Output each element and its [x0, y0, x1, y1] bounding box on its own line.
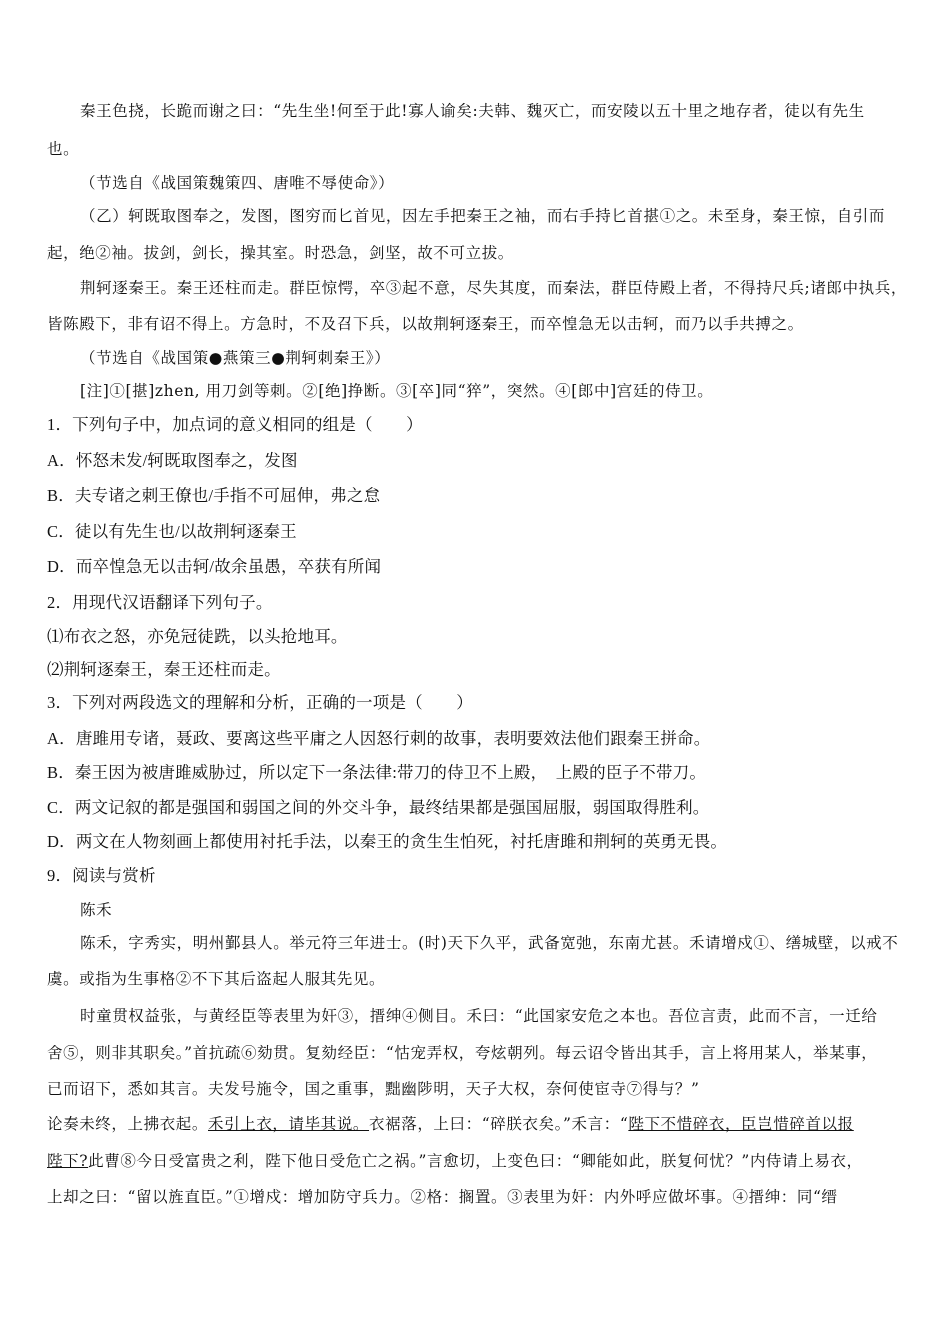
q9-p3-line-2 [47, 1150, 907, 1172]
q2-sentence-1: ⑴布衣之怒，亦免冠徒跣，以头抢地耳。 [47, 627, 348, 646]
q9-p1-line-1: 陈禾，字秀实，明州鄞县人。举元符三年进士。(时)天下久平，武备宽弛，东南尤甚。禾请增戍①、缮城壁，以戒不 [80, 934, 899, 952]
q2-stem: 2．用现代汉语翻译下列句子。 [47, 593, 273, 612]
jia-source: （节选自《战国策魏策四、唐唯不辱使命》） [80, 174, 395, 192]
yi-notes: [注]①[揕]zhen, 用刀剑等刺。②[绝]挣断。③[卒]同“猝”，突然。④[郎中]宫廷的侍卫。 [80, 382, 714, 400]
q9-p2-line-1: 时童贯权益张，与黄经臣等表里为奸③，搢绅④侧目。禾曰：“此国家安危之本也。吾位言责，此而不言，一迁给 [80, 1007, 878, 1025]
q9-p3-line-3: 上却之曰：“留以旌直臣。”①增戍：增加防守兵力。②格：搁置。③表里为奸：内外呼应做坏事。④搢绅：同“缙 [47, 1188, 838, 1206]
yi-source: （节选自《战国策●燕策三●荆轲刺秦王》） [80, 349, 391, 367]
q1-stem: 1．下列句子中，加点词的意义相同的组是（ ） [47, 415, 423, 434]
q9-underlined-sentence-2: 陛下不惜碎衣，臣岂惜碎首以报 [628, 1115, 854, 1133]
q1-option-c: C．徒以有先生也/以故荆轲逐秦王 [47, 522, 297, 541]
q3-option-a: A．唐雎用专诸，聂政、要离这些平庸之人因怒行刺的故事，表明要效法他们跟秦王拼命。 [47, 729, 711, 748]
q9-p1-line-2: 虞。或指为生事格②不下其后盗起人服其先见。 [47, 970, 386, 988]
q9-underlined-sentence-1: 禾引上衣，请毕其说。 [208, 1115, 370, 1133]
q1-option-a: A．怀怒未发/轲既取图奉之，发图 [47, 451, 298, 470]
jia-line-1: 秦王色挠，长跪而谢之曰：“先生坐!何至于此!寡人谕矣:夫韩、魏灭亡，而安陵以五十里之地存者，徒以有先生 [80, 102, 865, 120]
q2-sentence-2: ⑵荆轲逐秦王，秦王还柱而走。 [47, 660, 281, 679]
yi-p2-line-1: 荆轲逐秦王。秦王还柱而走。群臣惊愕，卒③起不意，尽失其度，而秦法，群臣侍殿上者，不得持尺兵;诸郎中执兵， [80, 279, 907, 297]
q9-p2-line-2: 舍⑤，则非其职矣。”首抗疏⑥劾贯。复劾经臣：“怙宠弄权，夸炫朝列。每云诏令皆出其手，言上将用某人，举某事， [47, 1044, 878, 1062]
q9-heading: 9．阅读与赏析 [47, 866, 156, 885]
q9-p3-line-1 [47, 1113, 907, 1135]
yi-p1-line-2: 起，绝②袖。拔剑，剑长，操其室。时恐急，剑坚，故不可立拔。 [47, 244, 514, 262]
yi-p1-line-1: （乙）轲既取图奉之，发图，图穷而匕首见，因左手把秦王之袖，而右手持匕首揕①之。未至身，秦王惊，自引而 [80, 207, 886, 225]
q3-stem: 3．下列对两段选文的理解和分析，正确的一项是（ ） [47, 693, 473, 712]
q1-option-d: D．而卒惶急无以击轲/故余虽愚，卒获有所闻 [47, 557, 382, 576]
q9-p3-text-c: 此曹⑧今日受富贵之利，陛下他日受危亡之祸。”言愈切，上变色曰：“卿能如此，朕复何忧？”内侍请上易衣， [88, 1152, 863, 1170]
q3-option-c: C．两文记叙的都是强国和弱国之间的外交斗争，最终结果都是强国屈服，弱国取得胜利。 [47, 798, 710, 817]
q9-p3-text-b: 衣裾落，上曰：“碎朕衣矣。”禾言：“ [369, 1115, 629, 1133]
q1-option-b: B．夫专诸之刺王僚也/手指不可屈伸，弗之怠 [47, 486, 381, 505]
q9-underlined-sentence-3: 陛下? [47, 1152, 89, 1170]
q9-p2-line-3: 已而诏下，悉如其言。夫发号施令，国之重事，黜幽陟明，天子大权，奈何使宦寺⑦得与？” [47, 1080, 700, 1098]
yi-p2-line-2: 皆陈殿下，非有诏不得上。方急时，不及召下兵，以故荆轲逐秦王，而卒惶急无以击轲，而乃以手共搏之。 [47, 315, 804, 333]
q9-p3-text-a: 论奏未终，上拂衣起。 [47, 1115, 209, 1133]
jia-line-2: 也。 [47, 140, 80, 158]
q3-option-b: B．秦王因为被唐雎威胁过，所以定下一条法律:带刀的侍卫不上殿， 上殿的臣子不带刀。 [47, 763, 707, 782]
q9-title: 陈禾 [80, 901, 113, 919]
q3-option-d: D．两文在人物刻画上都使用衬托手法，以秦王的贪生生怕死，衬托唐雎和荆轲的英勇无畏。 [47, 832, 728, 851]
